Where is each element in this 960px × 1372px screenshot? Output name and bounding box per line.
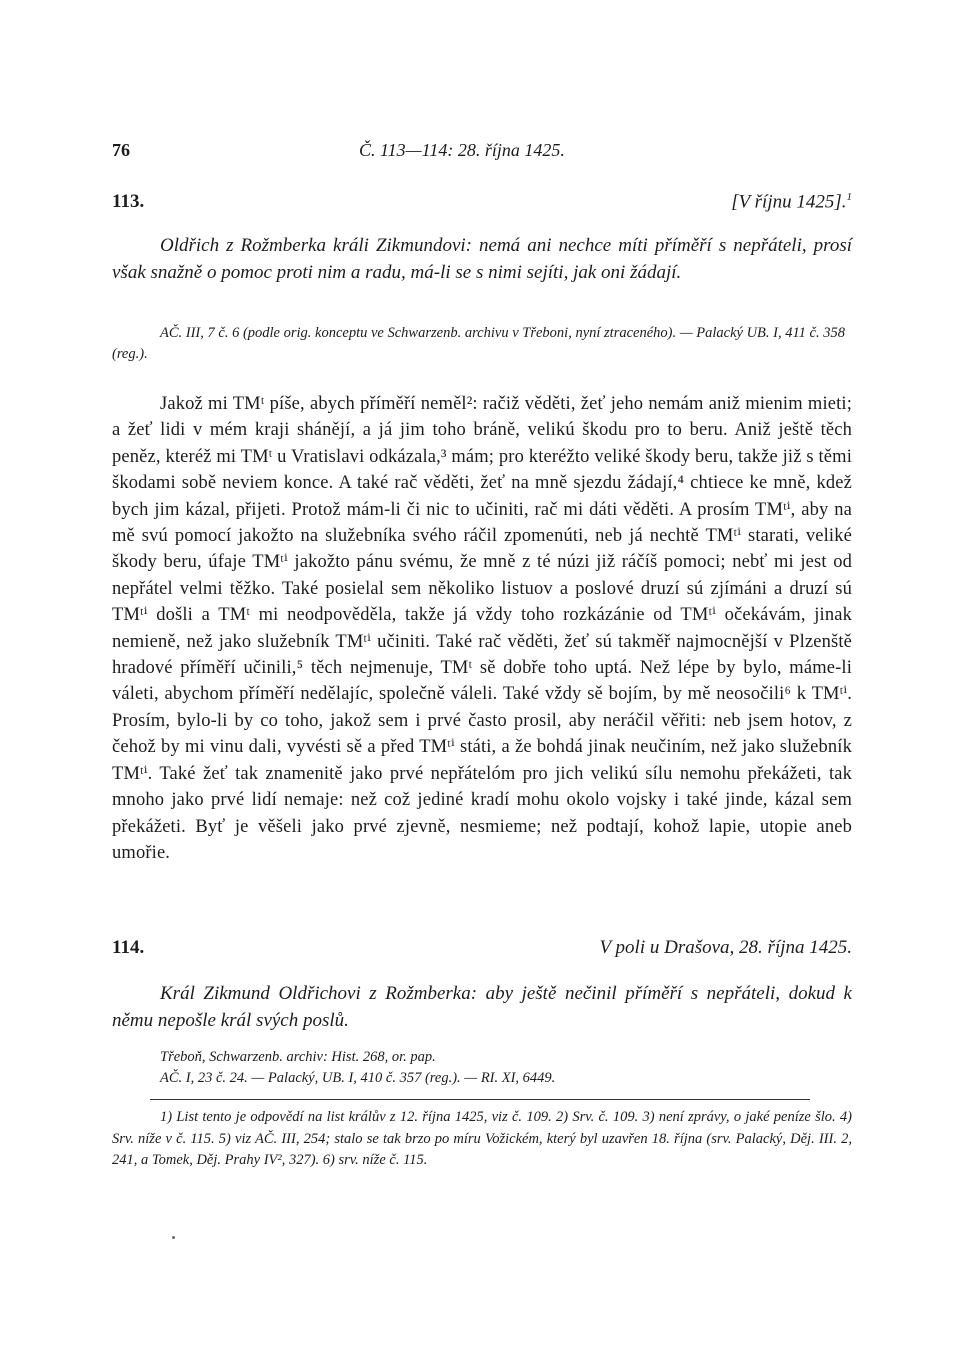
footnotes: 1) List tento je odpovědí na list králův z 12. října 1425, viz č. 109. 2) Srv. č. 109. 3) není zprávy, o jaké peníze šlo. 4) Srv. níže v č. 115. 5) viz AČ. III, 254; stalo se tak brzo po míru Vožickém, který byl uzavřen 18. října (srv. Palacký, Děj. III. 2, 241, a Tomek, Děj. Prahy IV², 327). 6) srv. níže č. 115. — [112, 1109, 852, 1168]
document-114-number: 114. — [112, 937, 145, 958]
document-113-sources: AČ. III, 7 č. 6 (podle orig. konceptu ve Schwarzenb. archivu v Třeboni, nyní ztraceného). — Palacký UB. I, 411 č. 358 (reg.). — [112, 325, 845, 362]
document-114-source-2: AČ. I, 23 č. 24. — Palacký, UB. I, 410 č. 357 (reg.). — RI. XI, 6449. — [160, 1070, 556, 1086]
document-114-date: V poli u Drašova, 28. října 1425. — [599, 937, 852, 958]
footnote-divider — [150, 1099, 810, 1100]
running-head — [112, 140, 852, 168]
document-113-date — [731, 191, 852, 213]
document-114-source-1: Třeboň, Schwarzenb. archiv: Hist. 268, or. pap. — [160, 1049, 436, 1065]
document-113-body: Jakož mi TMᵗ píše, abych příměří neměl²: račiž věděti, žeť jeho nemám aniž mienim mieti; a žeť lidi v mém kraji shánějí, a já jim toho bráně, velikú škodu pro to beru. Aniž ještě těch peněz, kteréž mi TMᵗ u Vratislavi odkázala,³ mám; pro kteréžto veliké škody beru, takže již s těmi škodami sobě neviem konce. A také rač věděti, žeť na mně sjezdu žádají,⁴ chtiece ke mně, kdež bych jim kázal, přijeti. Protož mám-li či nic to učiniti, rač mi dáti věděti. A prosím TMᵗⁱ, aby na mě svú pomocí jakožto na služebníka svého ráčil zpomenúti, neb já nechtě TMᵗⁱ starati, veliké škody beru, úfaje TMᵗⁱ jakožto pánu svému, že mně z té núzi již ráčíš pomoci; nebť mi jest od nepřátel velmi těžko. Také posielal sem několiko listuov a poslové druzí sú zjímáni a druzí sú TMᵗⁱ došli a TMᵗ mi neodpověděla, takže já vždy toho rozkázánie od TMᵗⁱ očekávám, jinak nemieně, než jako služebník TMᵗⁱ učiniti. Také rač věděti, žeť sú takměř najmocnější v Plzenště hradové příměří učinili,⁵ těch nejmenuje, TMᵗ sě dobře toho uptá. Než lépe by bylo, máme-li váleti, abychom příměří nedělajíc, společně váleli. Také vždy sě bojím, by mě neosočili⁶ k TMᵗⁱ. Prosím, bylo-li by co toho, jakož sem i prvé často prosil, aby neráčil věřiti: neb jsem hotov, z čehož by mi vinu dali, vyvésti sě a před TMᵗⁱ státi, a že bohdá jinak neučiním, než jako služebník TMᵗⁱ. Také žeť tak znamenitě jako prvé nepřátelóm pro jich velikú sílu nemohu překážeti, tak mnoho jako prvé lidí nemaje: než což jediné kradí mohu okolo vojsky i také jinde, kázal sem překážeti. Byť je věšeli jako prvé zjevně, nesmieme; než podtají, kohož lapie, utopie aneb umořie. — [112, 394, 852, 863]
document-113-date-text: [V říjnu 1425]. — [731, 191, 847, 213]
document-113-regest: Oldřich z Rožmberka králi Zikmundovi: nemá ani nechce míti příměří s nepřáteli, prosí však snažně o pomoc proti nim a radu, má-li se s nimi sejíti, jak oni žádají. — [112, 235, 852, 283]
stray-mark — [172, 1236, 175, 1239]
document-113-date-footnote-mark: 1 — [846, 191, 852, 203]
document-114-regest: Král Zikmund Oldřichovi z Rožmberka: aby ještě nečinil příměří s nepřáteli, dokud k němu nepošle král svých poslů. — [112, 983, 852, 1031]
document-114-header — [112, 937, 852, 967]
document-113-number: 113. — [112, 191, 145, 212]
document-113-header — [112, 191, 852, 221]
page-number: 76 — [112, 140, 130, 160]
running-title: Č. 113—114: 28. října 1425. — [359, 140, 565, 160]
